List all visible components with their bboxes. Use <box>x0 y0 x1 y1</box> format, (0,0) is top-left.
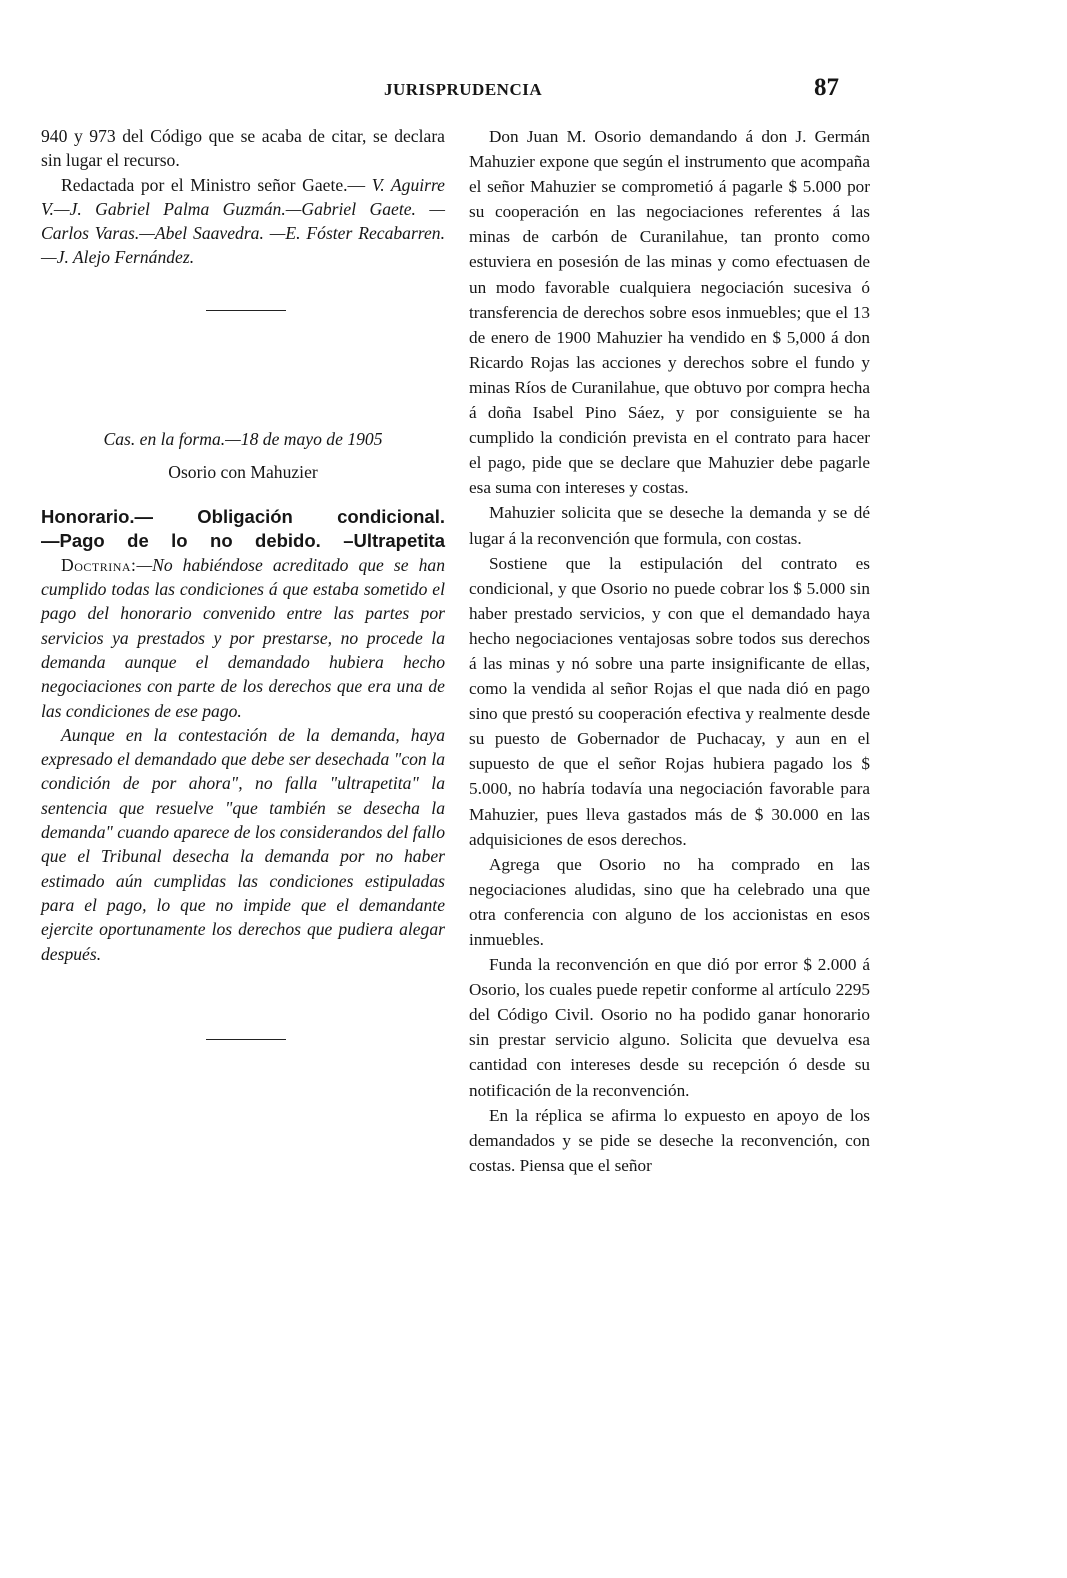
section-divider-end <box>206 1039 286 1040</box>
headnote <box>41 505 445 553</box>
signed-by-text: Redactada por el Ministro señor Gaete.— <box>61 174 366 195</box>
signatories: V. Aguirre V.—J. Gabriel Palma Guzmán.—Gabriel Gaete. —Carlos Varas.—Abel Saavedra. —E. Fóster Recabarren.—J. Alejo Fernández. <box>41 174 445 268</box>
case-date: Cas. en la forma.—18 de mayo de 1905 <box>103 428 383 449</box>
page-number: 87 <box>814 74 839 101</box>
doctrine-paragraph-2: Aunque en la contestación de la demanda, haya expresado el demandado que debe ser desechada "con la condición de por ahora", no falla "ultrapetita" la sentencia que resuelve "que también se desecha la demanda" cuando aparece de los considerandos del fallo que el Tribunal desecha la demanda por no haber estimado aún cumplidas las condiciones estipuladas para el pago, lo que no impide que el demandante ejercite oportunamente los derechos que pudiera alegar después. <box>41 724 445 964</box>
running-title: JURISPRUDENCIA <box>384 80 543 99</box>
paragraph-claim: Don Juan M. Osorio demandando á don J. Germán Mahuzier expone que según el instrumento que acompaña el señor Mahuzier se comprometió á pagarle $ 5.000 por su cooperación en las negociaciones referentes á las minas de carbón de Curanilahue, tan pronto como estuviera en posesión de las minas y como efectuasen de un modo favorable cualquiera negociación sucesiva ó transferencia de derechos sobre esos inmuebles; que el 13 de enero de 1900 Mahuzier ha vendido en $ 5,000 á don Ricardo Rojas las acciones y derechos sobre el fundo y minas Ríos de Curanilahue, que obtuvo por compra hecha á doña Isabel Pino Sáez, y por consiguiente se ha cumplido la condición prevista en el contrato para hacer el pago, pide que se declare que Mahuzier debe pagarle esa suma con intereses y costas. <box>469 127 870 498</box>
closing-paragraph: 940 y 973 del Código que se acaba de citar, se declara sin lugar el recurso. <box>41 126 445 171</box>
headnote-line-2: —Pago de lo no debido. –Ultrapetita <box>41 529 445 551</box>
right-column <box>469 124 870 1178</box>
doctrine-paragraph <box>41 553 445 723</box>
paragraph-reply: En la réplica se afirma lo expuesto en apoyo de los demandados y se pide se deseche la reconvención, con costas. Piensa que el señor <box>469 1105 870 1175</box>
case-parties: Osorio con Mahuzier <box>168 461 318 482</box>
headnote-line-1: Honorario.— Obligación condicional. <box>41 505 445 527</box>
section-divider <box>206 310 286 311</box>
paragraph-addendum: Agrega que Osorio no ha comprado en las negociaciones aludidas, sino que ha celebrado una que otra conferencia con alguno de los accionistas en esos inmuebles. <box>469 854 870 949</box>
paragraph-argument: Sostiene que la estipulación del contrato es condicional, y que Osorio no puede cobrar los $ 5.000 sin haber prestado servicios, y con que el demandado haya hecho negociaciones ventajosas sobre todos sus derechos á las minas y nó sobre una parte insignificante de ellas, como la vendida al señor Rojas el que nada dió en pago sino que prestó su cooperación efectiva y realmente desde su puesto de Gobernador de Puchacay, y aun en el supuesto de que el señor Rojas hubiera pagado los $ 5.000, no habría todavía una negociación favorable para Mahuzier, pues lleva gastados más de $ 30.000 en las adquisiciones de esos derechos. <box>469 553 870 849</box>
paragraph-defense: Mahuzier solicita que se deseche la demanda y se dé lugar á la reconvención que formula, con costas. <box>469 503 870 548</box>
signatures-paragraph <box>41 173 445 270</box>
doctrine-text: —No habiéndose acreditado que se han cumplido todas las condiciones á que estaba sometido el pago del honorario convenido entre las partes por servicios ya prestados y por prestarse, no procede la demanda aunque el demandado hubiera hecho negociaciones con parte de los derechos que era una de las condiciones de ese pago. <box>41 554 445 721</box>
doctrine-label: Doctrina: <box>61 554 137 575</box>
left-column <box>41 124 445 1040</box>
paragraph-counterclaim: Funda la reconvención en que dió por error $ 2.000 á Osorio, los cuales puede repetir conforme al artículo 2295 del Código Civil. Osorio no ha podido ganar honorario sin prestar servicio alguno. Solicita que devuelva esa cantidad con intereses desde su recepción ó desde su notificación de la reconvención. <box>469 955 870 1100</box>
